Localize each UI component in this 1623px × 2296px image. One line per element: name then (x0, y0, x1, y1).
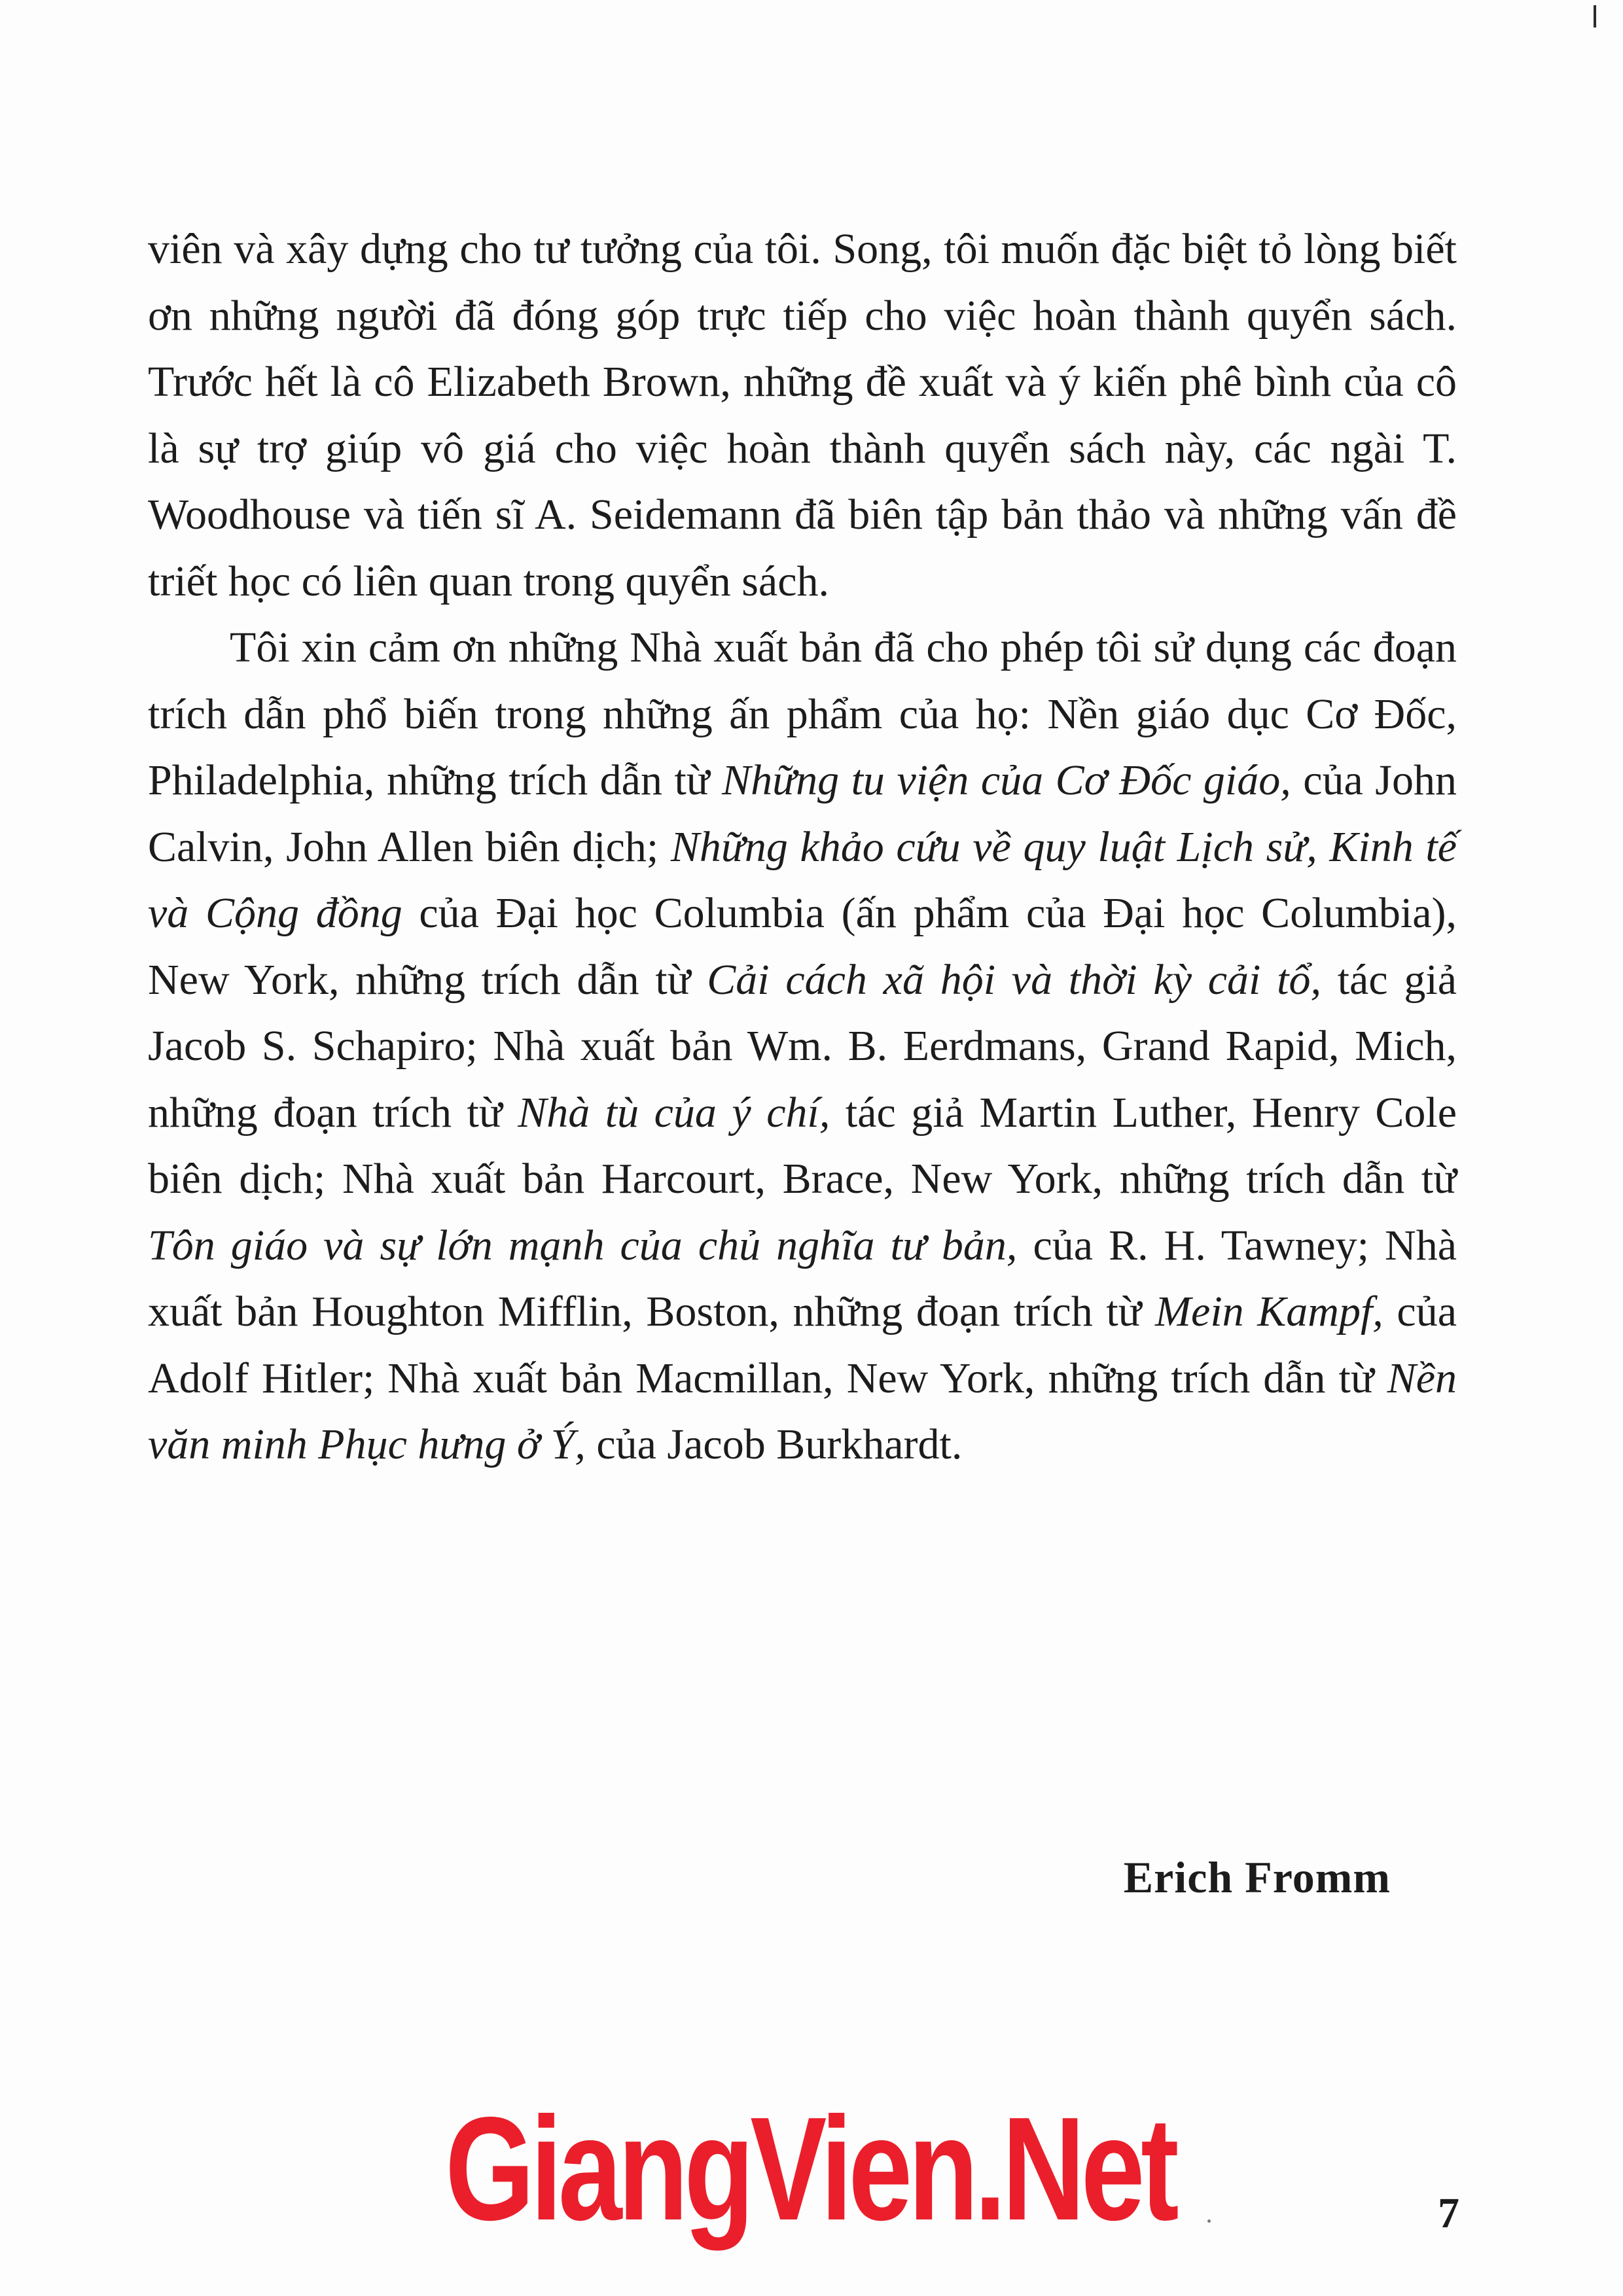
text-run: của Adolf Hitler; Nhà xuất bản Macmillan, New York, những trích dẫn từ (148, 1288, 1457, 1402)
body-text (148, 216, 1457, 1478)
text-run: Tôi xin cảm ơn những Nhà xuất bản đã cho phép tôi sử dụng các đoạn trích dẫn phổ biến trong những ấn phẩm của họ: Nền giáo dục Cơ Đốc, Philadelphia, những trích dẫn từ (148, 624, 1457, 804)
book-title-italic: Nhà tù của ý chí, (518, 1088, 830, 1137)
site-watermark: GiangVien.Net (445, 2086, 1175, 2251)
text-run: tác giả Martin Luther, Henry Cole biên dịch; Nhà xuất bản Harcourt, Brace, New York, những trích dẫn từ (148, 1088, 1457, 1203)
text-run: của Đại học Columbia (ấn phẩm của Đại học Columbia), New York, những trích dẫn từ (148, 889, 1457, 1004)
text-run: của Jacob Burkhardt. (585, 1421, 963, 1468)
scan-speck (1207, 2219, 1211, 2223)
book-title-italic: Tôn giáo và sự lớn mạnh của chủ nghĩa tư bản, (148, 1221, 1018, 1269)
book-title-italic: Những tu viện của Cơ Đốc giáo, (722, 756, 1291, 804)
book-title-italic: Nền văn minh Phục hưng ở Ý, (148, 1354, 1457, 1468)
text-run: tác giả Jacob S. Schapiro; Nhà xuất bản Wm. B. Eerdmans, Grand Rapid, Mich, những đoạn trích từ (148, 955, 1457, 1137)
text-run: của R. H. Tawney; Nhà xuất bản Houghton Mifflin, Boston, những đoạn trích từ (148, 1221, 1457, 1335)
book-title-italic: Cải cách xã hội và thời kỳ cải tổ, (707, 955, 1321, 1004)
text-run: của John Calvin, John Allen biên dịch; (148, 756, 1457, 871)
paragraph-publishers (148, 614, 1457, 1478)
book-title-italic: Những khảo cứu về quy luật Lịch sử, Kinh tế và Cộng đồng (148, 822, 1457, 937)
scan-edge-mark (1594, 5, 1596, 27)
author-signature: Erich Fromm (1123, 1852, 1391, 1902)
paragraph-acknowledgements: viên và xây dựng cho tư tưởng của tôi. Song, tôi muốn đặc biệt tỏ lòng biết ơn những người đã đóng góp trực tiếp cho việc hoàn thành quyển sách. Trước hết là cô Elizabeth Brown, những đề xuất và ý kiến phê bình của cô là sự trợ giúp vô giá cho việc hoàn thành quyển sách này, các ngài T. Woodhouse và tiến sĩ A. Seidemann đã biên tập bản thảo và những vấn đề triết học có liên quan trong quyển sách. (148, 225, 1457, 605)
page-number: 7 (1438, 2189, 1459, 2237)
book-title-italic: Mein Kampf, (1155, 1288, 1383, 1335)
